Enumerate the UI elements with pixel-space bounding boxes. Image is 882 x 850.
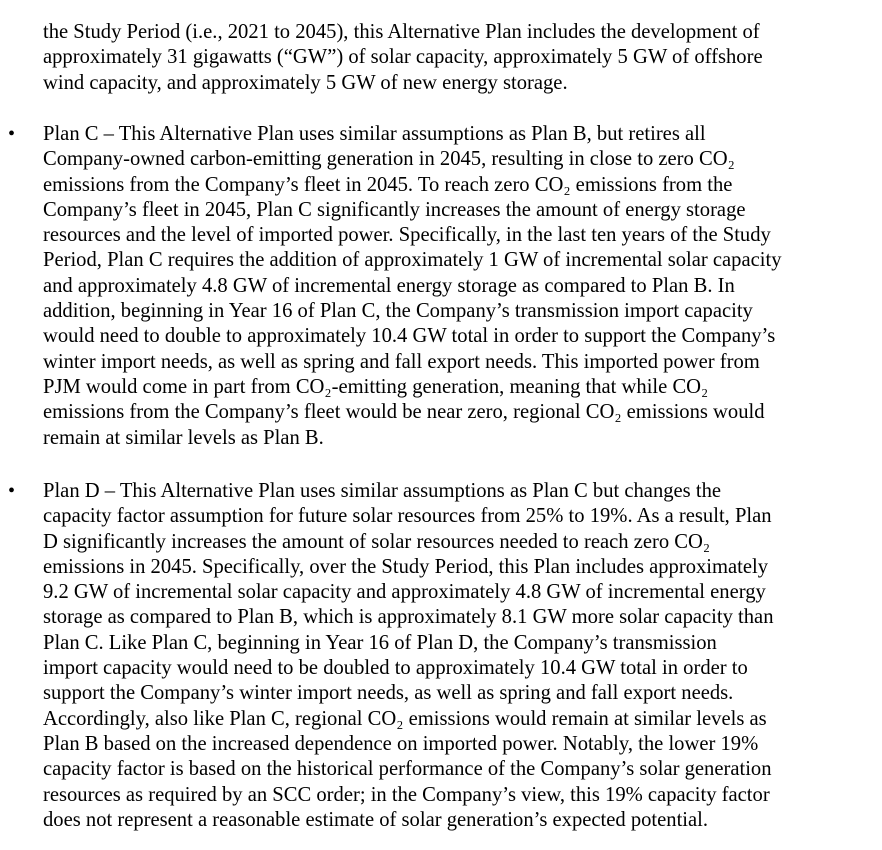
intro-paragraph xyxy=(43,20,873,96)
text-line: emissions from the Company’s fleet would be near zero, regional CO₂ emissions would xyxy=(43,401,765,424)
plan-d-paragraph xyxy=(43,479,873,833)
text-line: Accordingly, also like Plan C, regional CO₂ emissions would remain at similar levels as xyxy=(43,707,767,730)
text-line: does not represent a reasonable estimate of solar generation’s expected potential. xyxy=(43,808,709,831)
plan-c-paragraph xyxy=(43,122,873,451)
text-line: resources and the level of imported power. Specifically, in the last ten years of the Study xyxy=(43,224,771,247)
text-line: winter import needs, as well as spring and fall export needs. This imported power from xyxy=(43,350,760,373)
text-line: import capacity would need to be doubled to approximately 10.4 GW total in order to xyxy=(43,657,748,680)
text-line: and approximately 4.8 GW of incremental energy storage as compared to Plan B. In xyxy=(43,274,735,297)
text-line: Plan B based on the increased dependence on imported power. Notably, the lower 19% xyxy=(43,732,759,755)
text-line: Plan D – This Alternative Plan uses similar assumptions as Plan C but changes the xyxy=(43,480,722,502)
text-line: capacity factor assumption for future solar resources from 25% to 19%. As a result, Plan xyxy=(43,505,772,528)
text-line: the Study Period (i.e., 2021 to 2045), this Alternative Plan includes the development of xyxy=(43,21,760,43)
text-line: 9.2 GW of incremental solar capacity and approximately 4.8 GW of incremental energy xyxy=(43,581,766,604)
text-line: wind capacity, and approximately 5 GW of new energy storage. xyxy=(43,71,568,94)
text-line: Period, Plan C requires the addition of approximately 1 GW of incremental solar capacity xyxy=(43,249,782,272)
text-line: emissions from the Company’s fleet in 2045. To reach zero CO₂ emissions from the xyxy=(43,173,733,196)
text-line: resources as required by an SCC order; in the Company’s view, this 19% capacity factor xyxy=(43,783,770,806)
text-line: D significantly increases the amount of solar resources needed to reach zero CO₂ xyxy=(43,530,711,553)
text-line: Company’s fleet in 2045, Plan C significantly increases the amount of energy storage xyxy=(43,198,746,221)
text-line: emissions in 2045. Specifically, over the Study Period, this Plan includes approximately xyxy=(43,555,769,578)
bullet-marker: • xyxy=(8,123,16,145)
text-line: Plan C. Like Plan C, beginning in Year 16 of Plan D, the Company’s transmission xyxy=(43,631,717,654)
text-line: remain at similar levels as Plan B. xyxy=(43,426,324,449)
text-line: Company-owned carbon-emitting generation in 2045, resulting in close to zero CO₂ xyxy=(43,148,735,171)
text-line: capacity factor is based on the historical performance of the Company’s solar generation xyxy=(43,758,772,781)
text-line: approximately 31 gigawatts (“GW”) of solar capacity, approximately 5 GW of offshore xyxy=(43,46,763,69)
text-line: storage as compared to Plan B, which is approximately 8.1 GW more solar capacity than xyxy=(43,606,774,629)
text-line: would need to double to approximately 10.4 GW total in order to support the Company’s xyxy=(43,325,776,348)
text-line: Plan C – This Alternative Plan uses similar assumptions as Plan B, but retires all xyxy=(43,123,706,145)
bullet-marker: • xyxy=(8,480,16,502)
text-line: support the Company’s winter import needs, as well as spring and fall export needs. xyxy=(43,682,734,705)
text-line: PJM would come in part from CO₂-emitting generation, meaning that while CO₂ xyxy=(43,375,709,398)
text-line: addition, beginning in Year 16 of Plan C, the Company’s transmission import capacity xyxy=(43,300,753,323)
